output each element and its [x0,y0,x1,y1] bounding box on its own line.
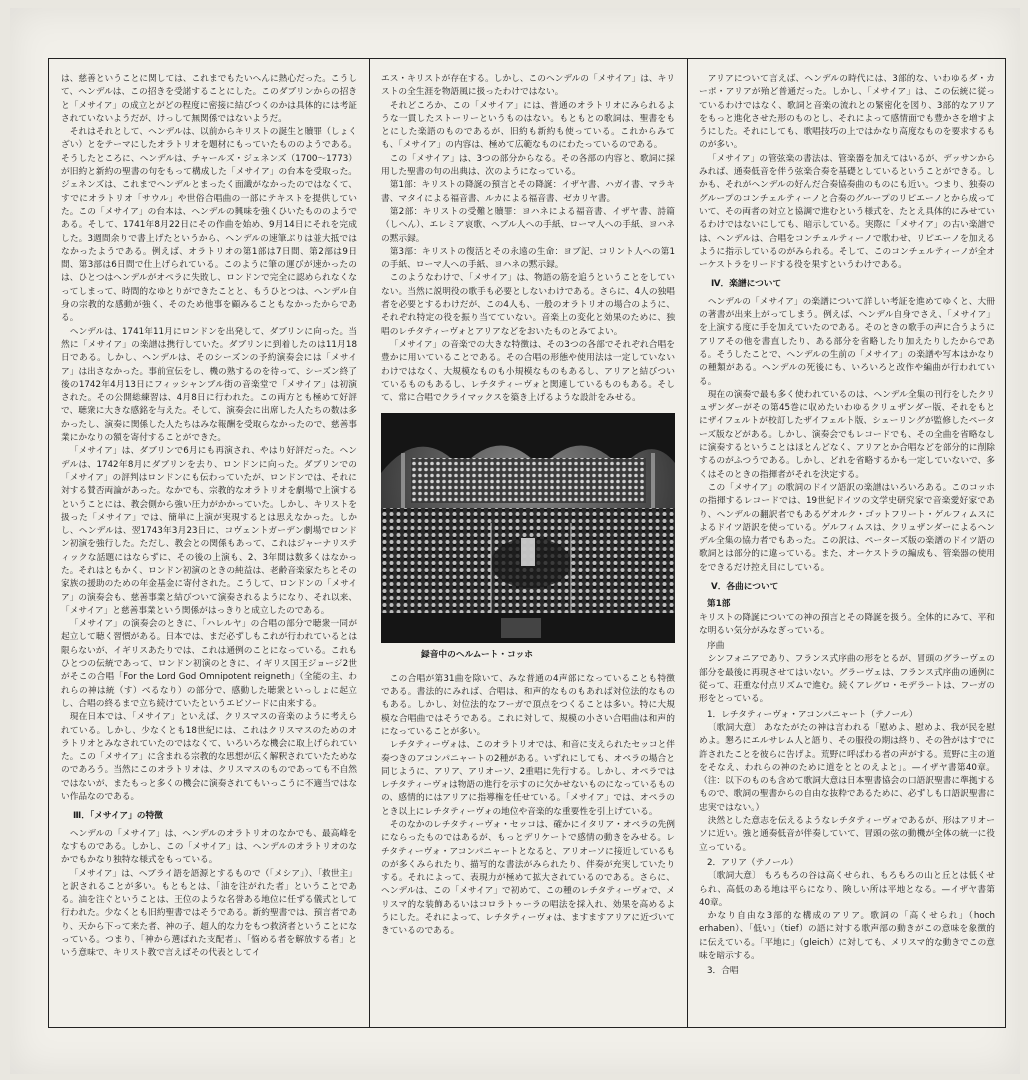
text-frame [48,58,1006,1028]
piece-title: 3．合唱 [707,966,739,977]
paragraph: 「メサイア」の演奏会のときに、「ハレルヤ」の合唱の部分で聴衆一同が起立して聴く習慣がある。日本では、まだ必ずしもこれが行われているとは限らないが、イギリスあたりでは、これは通例のことになっている。これもひとつの伝統であって、ロンドン初演のときに、イギリス国王ジョージ2世がそこの合唱「For the Lord God Omnipotent reigneth」（全能の主、われらの神は統（す）べるなり）の部分で、感動した聴衆といっしょに起立し、合唱の終るまで立ち続けていたというエピソードに由来する。 [61,619,357,709]
piece-title: 1．レチタティーヴォ・アコンパニャート（テノール） [707,709,918,720]
piece-title: 2．アリア（テノール） [707,857,799,868]
section-heading: Ⅲ．「メサイア」の特徴 [73,811,163,822]
paragraph: この「メサイア」は、3つの部分からなる。その各部の内容と、歌詞に採用した聖書の句の出典は、次のようになっている。 [381,153,675,178]
paragraph: ヘンデルは、1741年11月にロンドンを出発して、ダブリンに向った。当然に「メサイア」の楽譜は携行していた。ダブリンに到着したのは11月18日である。しかし、ヘンデルは、そのシーズンの予約演奏会には「メサイア」は出さなかった。事前宣伝をし、機の熟するのを待って、シーズン終了後の1742年4月13日にフィッシャンブル街の音楽堂で「メサイア」は初演された。その公開総練習は、4月8日に行われた。この両方とも極めて好評で、聴衆に大きな感銘を与えた。そして、演奏会に出席した人たちの数は多かったし、演奏に関係した人たちはみな報酬を受取らなかったので、慈善事業にかなりの額を寄付することができた。 [61,326,357,444]
column-divider [687,59,688,1027]
paragraph: 「メサイア」の音楽での大きな特徴は、その3つの各部でそれぞれ合唱を豊かに用いていることである。その合唱の形態や使用法は一定していないわけではなく、大規模なものも小規模なものもあるし、アリアと結びついているものもあるし、レチタティーヴォと関連しているものもある。そして、常に合唱でクライマックスを築き上げるような設計をみせる。 [381,339,675,404]
piece-title: 序曲 [707,641,725,652]
photo-caption: 録音中のヘルムート・コッホ [421,650,533,661]
section-heading: Ⅴ．各曲について [711,581,779,592]
paragraph: シンフォニアであり、フランス式序曲の形をとるが、冒頭のグラーヴェの部分を最後に再現させてはいない。グラーヴェは、フランス式序曲の通例に従って、荘重な付点リズムで進む。続くアレグロ・モデラートは、フーガの形をとっている。 [699,654,995,705]
paragraph: 第2部：キリストの受難と贖罪：ヨハネによる福音書、イザヤ書、詩篇（しへん）、エレミア哀歌、ヘブル人への手紙、ローマ人への手紙、ヨハネの黙示録。 [381,206,675,244]
paragraph: この合唱が第31曲を除いて、みな普通の4声部になっていることも特徴である。書法的にみれば、合唱は、和声的なものもあれば対位法的なものもある。しかし、対位法的なフーガで頂点をつくることは多い。特に大規模な合唱曲ではそうである。これに対して、規模の小さい合唱曲は和声的になっていることが多い。 [381,673,675,737]
paragraph: このようなわけで、「メサイア」は、物語の筋を追うということをしていない。当然に説明役の歌手も必要としないわけである。さらに、4人の独唱者を必要とするわけだが、この4人も、一般のオラトリオの場合のように、それぞれ特定の役を振り当てていない。音楽上の変化と効果のために、独唱のレチタティーヴォとアリアなどをおいたものとみてよい。 [381,273,675,337]
paragraph: それはそれとして、ヘンデルは、以前からキリストの誕生と贖罪（しょくざい）とをテーマにしたオラトリオを題材にもっていたもののようである。そうしたところに、ヘンデルは、チャールズ・ジェネンズ（1700〜1773）が旧約と新約の聖書の句をもって構成した「メサイア」の台本を受取った。ジェネンズは、これまでヘンデルとまったく面識がなかったのではなくて、すでにオラトリオ「サウル」や世俗合唱曲の一部にテキストを提供していた。この「メサイア」の台本は、ヘンデルの興味を強くひいたもののようである。そして、1741年8月22日にその作曲を始め、9月14日にそれを完成した。3週間余りで書上げたというから、ヘンデルの速筆ぶりは並大抵ではなかったようである。例えば、オラトリオの第1部は7日間、第2部は9日間、第3部は6日間で仕上げられている。このように筆の運びが速かったのは、ひとつはヘンデルがオペラに失敗し、ロンドンで完全に認められなくなってしまって、時間的なゆとりができたことと、もうひとつは、ヘンデル自身の宗教的な感動が強く、そのため他事を顧みることもなかったからである。 [61,127,357,324]
paragraph: 第3部：キリストの復活とその永遠の生命：ヨブ記、コリント人への第1の手紙、ローマ人への手紙、ヨハネの黙示録。 [381,246,675,271]
paragraph: この「メサイア」の歌詞のドイツ語訳の楽譜はいろいろある。このコッホの指揮するレコードでは、19世紀ドイツの文学史研究家で音楽愛好家であり、ヘンデルの翻訳者でもあるゲオルク・ゴットフリート・ゲルフィムスによるドイツ語訳を使っている。ゲルフィムスは、クリュザンダーによるヘンデル全集の協力者でもあった。この訳は、ペーターズ版の楽譜のドイツ語の歌詞とは部分的に違っている。また、オーケストラの編成も、管楽器の使用をできるだけ控え目にしている。 [699,482,995,573]
paragraph: ヘンデルの「メサイア」は、ヘンデルのオラトリオのなかでも、最高峰をなすものである。しかし、この「メサイア」は、ヘンデルのオラトリオのなかでもかなり独特な様式をもっている。 [61,828,357,866]
paragraph: そのなかのレチタティーヴォ・セッコは、確かにイタリア・オペラの先例にならったものではあるが、もっとデリケートで感情の動きをみせる。レチタティーヴォ・アコンパニャートとなると、アリオーソに接近しているものが多くみられたり、描写的な書法がみられたり、伴奏が充実していたりする。それによって、表現力が極めて拡大されているのである。さらに、ヘンデルは、この「メサイア」で初めて、この種のレチタティーヴォで、メリスマ的な装飾あるいはコロラトゥーラの唱法を採入れ、効果を高めるようにした。それによって、レチタティーヴォは、ますますアリアに近づいてきているのである。 [381,819,675,937]
paragraph: 「メサイア」の管弦楽の書法は、管楽器を加えてはいるが、デッサンからみれば、通奏低音を伴う弦楽合奏を基礎としているということができる。しかも、それがヘンデルの好んだ合奏協奏曲のものにも近い。つまり、独奏のグループのコンチェルティーノと合奏のグループのリピエーノとから成っていて、その両者の対立と協調で進むという様式を、たとえ具体的にみせているわけではないにしても、暗示している。実際に「メサイア」の古い楽譜では、ヘンデルは、合唱をコンチェルティーノで歌わせ、リピエーノを加えるように指示しているのがみられる。そして、このコンチェルティーノが全オーケストラをリードする役を果すというわけである。 [699,153,995,271]
section-heading: Ⅳ．楽譜について [711,279,782,290]
paragraph: 現在日本では、「メサイア」といえば、クリスマスの音楽のように考えられている。しかし、少なくとも18世紀には、これはクリスマスのためのオラトリオとみなされていたのではなくて、いろいろな機会に取上げられていた。この「メサイア」に含まれる宗教的な思想が広く解釈されていたためなのであろう。当然にこのオラトリオは、クリスマスのものであっても不自然ではないが、またもっと多くの機会に演奏されてもいっこうに不適当ではない作品なのである。 [61,712,357,803]
paragraph: アリアについて言えば、ヘンデルの時代には、3部的な、いわゆるダ・カーポ・アリアが殆ど普通だった。しかし、「メサイア」は、この伝統に従っているわけではなく、歌詞と音楽の流れとの緊密化を図り、3部的なアリアをもっと進化させた形のものとし、それによって感情面でも豊かさを増すようにした。それにしても、歌唱技巧の上ではかなり高度なものを要求するものが多い。 [699,74,995,151]
paragraph: 〔歌詞大意〕 あなたがたの神は言われる「慰めよ、慰めよ、我が民を慰めよ。懇ろにエルサレム人と語り、その服役の期は終り、その咎がはすでに許されたことを彼らに告げよ。荒野に呼ばわる者の声がする。荒野に主の道をそなえ、われらの神のために道をととのえよと」。—イザヤ書第40章。（注：以下のものも含めて歌詞大意は日本聖書協会の口語訳聖書に準拠するもので、歌詞の聖書からの自由な抜粋であるために、必ずしも口語訳聖書に忠実ではない。） [699,722,995,813]
paragraph: 「メサイア」は、ヘブライ語を語源とするもので（「メシア」）、「救世主」と訳されることが多い。もともとは、「油を注がれた者」ということである。油を注ぐということは、王位のような名誉ある地位に任ずる儀式として行われた。少なくとも旧約聖書ではそうである。新約聖書では、預言者であり、天から下って来た者、神の子、超人的な力をもつ救済者ということになっている。つまり、「神から選ばれた支配者」、「悩める者を解放する者」という意味で、キリスト教で言えばその代表としてイ [61,868,357,959]
paragraph: 「メサイア」は、ダブリンで6月にも再演され、やはり好評だった。ヘンデルは、1742年8月にダブリンを去り、ロンドンに向った。ダブリンでの「メサイア」の評判はロンドンにも伝わっていたが、ロンドンでは、それに対する賛否両論があった。なかでも、宗教的なオラトリオを劇場で上演するということには、教会側から強い圧力がかかっていた。しかし、キリストを扱った「メサイア」では、簡単に上演が実現するとは思えなかった。しかし、ヘンデルは、翌1743年3月23日に、コヴェントガーデン劇場でロンドン初演を強行した。ただし、教会との関係もあって、これはジャーナリスティックな話題にはならずに、その後の上演も、2、3年間は数多くはなかった。それはともかく、ロンドン初演のときの純益は、老齢音楽家たちとその家族の援助のための年金基金に寄付された。こうして、ロンドンの「メサイア」の演奏会も、慈善事業と結びついて演奏されるようになり、それ以来、「メサイア」と慈善事業という関係がはっきりと成立したのである。 [61,446,357,616]
paragraph: エス・キリストが存在する。しかし、このヘンデルの「メサイア」は、キリストの全生涯を物語風に扱ったわけではない。 [381,74,675,98]
paragraph: 〔歌詞大意〕 もろもろの谷は高くせられ、もろもろの山と丘とは低くせられ、高低のある地は平らになり、険しい所は平地となる。—イザヤ書第40章。 [699,871,995,908]
paragraph: 決然とした意志を伝えるようなレチタティーヴォであるが、形はアリオーソに近い。強と通奏低音が伴奏していて、冒頭の弦の動機が全体の統一に役立っている。 [699,816,995,853]
paragraph: ヘンデルの「メサイア」の楽譜について詳しい考証を進めてゆくと、大冊の著書が出来上がってしまう。例えば、ヘンデル自身でさえ、「メサイア」を上演する度に手を加えていたのである。そのときの歌手の声に合うようにアリアその他を書直したり、ある部分を省略したり加えたりしたからである。そうしたことで、ヘンデルの生前の「メサイア」の楽譜や写本はかなりの種類がある。ヘンデルの死後にも、いろいろと改作や編曲が行われている。 [699,296,995,387]
column-1 [61,73,357,1017]
paragraph: それどころか、この「メサイア」には、普通のオラトリオにみられるような一貫したストーリーというものはない。もともとの歌詞は、聖書をもとにした楽語のものであるが、旧約も新約も使っている。これからみても、「メサイア」の内容は、極めて広範なものにわたっているのである。 [381,100,675,151]
record-sleeve-page [10,8,1020,1074]
recording-session-photo [381,413,675,643]
column-divider [369,59,370,1027]
paragraph: かなり自由な3部的な構成のアリア。歌詞の「高くせられ」（hoch erhaben）、「低い」（tief）の語に対する歌声部の動きがこの意味を象徴的に伝えている。「平地に」（gleich）に対しても、メリスマ的な動きでこの意味を暗示する。 [699,911,995,961]
paragraph: 第1部：キリストの降誕の預言とその降誕：イザヤ書、ハガイ書、マラキ書、マタイによる福音書、ルカによる福音書、ゼカリヤ書。 [381,180,675,204]
part-heading: 第1部 [707,599,731,610]
orchestra-photo-image [381,413,675,643]
paragraph: キリストの降誕についての神の預言とその降誕を扱う。全体的にみて、平和な明るい気分がみなぎっている。 [699,612,995,636]
column-2 [381,73,675,1017]
paragraph: 現在の演奏で最も多く使われているのは、ヘンデル全集の刊行をしたクリュザンダーがその第45巻に収めたいわゆるクリュザンダー版、それをもとにザイフェルトが校訂したザイフェルト版、シェーリングが監修したペーターズ版などがある。しかし、演奏会でもレコードでも、その全曲を省略なしに演奏するということはほとんどなく、アリアとか合唱などを部分的に削除するのがふつうである。しかし、どれを省略するかも一定していないで、多くはそのときの指揮者がそれを決定する。 [699,389,995,480]
paragraph: は、慈善ということに関しては、これまでもたいへんに熱心だった。こうして、ヘンデルは、この招きを受諾することにした。このダブリンからの招きと「メサイア」の成立とがどの程度に密接に結びつくのかは具体的には考証されていないようだが、けっして無関係ではないようだ。 [61,74,357,124]
column-3 [699,73,995,1017]
paragraph: レチタティーヴォは、このオラトリオでは、和音に支えられたセッコと伴奏つきのアコンパニャートの2種がある。いずれにしても、オペラの場合と同じように、アリア、アリオーソ、2重唱に先行する。しかし、オペラではレチタティーヴォは物語の進行を示すのに欠かせないものになっているものの、感情的にはアリアに指導権を任せている。「メサイア」では、オペラのとき以上にレチタティーヴォの地位や音楽的な重要性を引上げている。 [381,740,675,817]
